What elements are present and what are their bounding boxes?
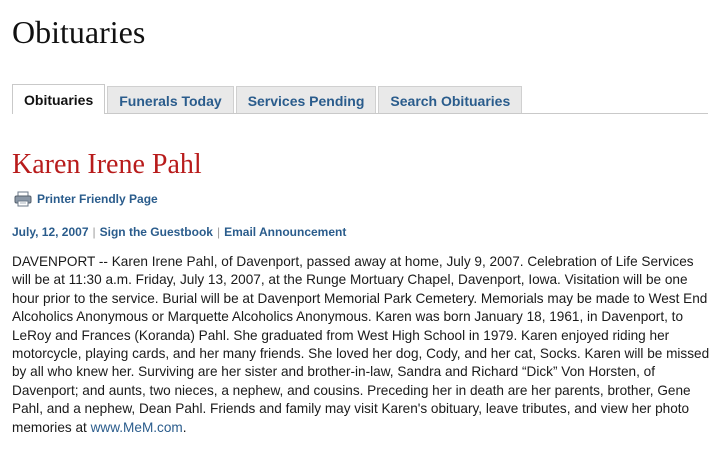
sign-guestbook-link[interactable]: Sign the Guestbook [99, 225, 213, 239]
meta-separator: | [216, 225, 221, 239]
mem-site-link[interactable]: www.MeM.com [90, 419, 183, 435]
obituary-body-text: DAVENPORT -- Karen Irene Pahl, of Davenport, passed away at home, July 9, 2007. Celebration of Life Services will be at 11:30 a.m. Friday, July 13, 2007, at the Runge Mortuary Chapel, Davenport, Iowa. Visitation will be one hour prior to the service. Burial will be at Davenport Memorial Park Cemetery. Memorials may be made to West End Alcoholics Anonymous or Marquette Alcoholics Anonymous. Karen was born January 18, 1961, in Davenport, to LeRoy and Frances (Koranda) Pahl. She graduated from West High School in 1979. Karen enjoyed riding her motorcycle, playing cards, and her many friends. She loved her dog, Cody, and her cat, Socks. Karen will be missed by all who knew her. Surviving are her sister and brother-in-law, Sandra and Richard “Dick” Von Horsten, of Davenport; and aunts, two nieces, a nephew, and cousins. Preceding her in death are her parents, brother, Gene Pahl, and a nephew, Dean Pahl. Friends and family may visit Karen's obituary, leave tributes, and view her photo memories at [12, 254, 710, 435]
printer-icon [14, 191, 32, 207]
obituary-meta [12, 225, 346, 239]
tab-divider [12, 113, 708, 114]
obituary-name: Karen Irene Pahl [12, 149, 202, 180]
email-announcement-link[interactable]: Email Announcement [224, 225, 347, 239]
page-title: Obituaries [12, 14, 146, 50]
tab-obituaries[interactable]: Obituaries [12, 84, 105, 114]
tab-bar [12, 84, 524, 114]
obituary-date: July, 12, 2007 [12, 225, 89, 239]
printer-friendly-label[interactable]: Printer Friendly Page [37, 192, 158, 206]
tab-search-obituaries[interactable]: Search Obituaries [378, 86, 522, 114]
obituary-body-end: . [182, 419, 187, 435]
meta-separator: | [92, 225, 96, 239]
tab-services-pending[interactable]: Services Pending [236, 86, 377, 114]
obituary-body [12, 253, 712, 437]
printer-friendly-link[interactable] [14, 191, 158, 207]
tab-funerals-today[interactable]: Funerals Today [107, 86, 233, 114]
